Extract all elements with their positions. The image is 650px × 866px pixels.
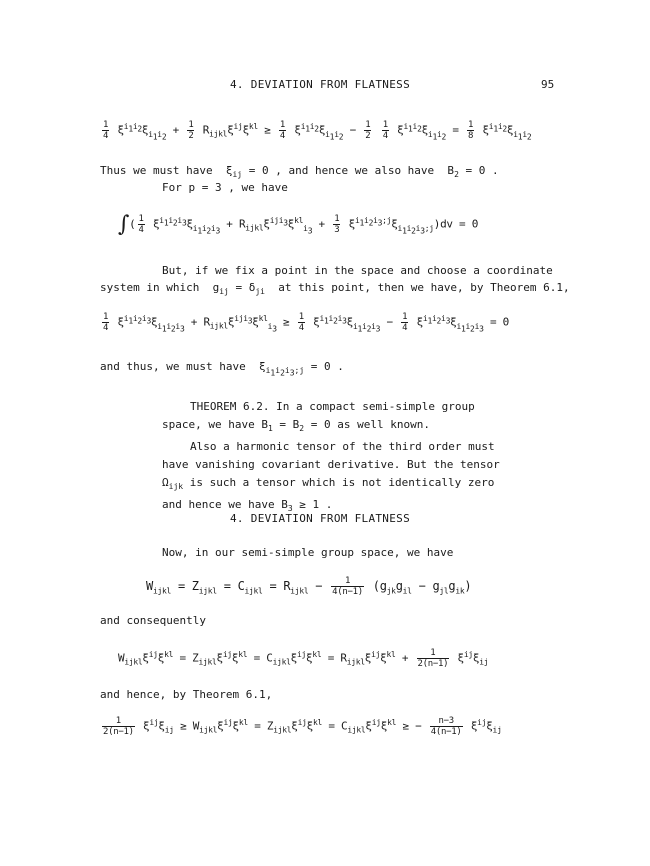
theorem-text-2: space, we have B — [162, 418, 268, 431]
theorem-text-6b: ≥ 1 . — [292, 498, 333, 512]
text-line-system: system in which $g_{ij} = \delta_{ji}$ at this point, then we have, by Theorem 6.1, — [100, 281, 570, 297]
theorem-text-5: is such a tensor which is not identically zero — [189, 476, 495, 490]
text-and-hence: , and hence we also have — [275, 164, 435, 177]
theorem-text-1: In a compact semi-simple group — [276, 400, 475, 413]
text-system: system in which — [100, 281, 200, 294]
equation-6: $\frac{1}{2(n-1)}$ $\xi^{ij}\xi_{ij} \ge W_{ijkl}\xi^{ij}\xi^{kl} = Z_{ijkl}\xi^{ij}\xi^{kl} = C_{ijkl}\xi^{ij}\xi^{kl}$ ≥ − $\frac{n-3}{4(n-1)}$ $\xi^{ij}\xi_{ij}$ — [103, 716, 502, 737]
theorem-text-6: and hence we have B — [162, 498, 288, 512]
text-line-and-thus: and thus, we must have $\xi_{i_1i_2i_3;j} = 0$ . — [100, 360, 344, 378]
equation-3: $\frac{1}{4}$ $\xi^{i_1i_2i_3}\xi_{i_1i_2i_3} + R_{ijkl}\xi^{iji_3}\xi^{kl}_{i_3}$ ≥ $\frac{1}{4}$ $\xi^{i_1i_2i_3}\xi_{i_1i_2i_3}$ − $\frac{1}{4}$ $\xi^{i_1i_2i_3}\xi_{i_1i_2i_3} = 0$ — [103, 312, 509, 334]
theorem-block: THEOREM 6.2. In a compact semi-simple group space, we have $B_1 = B_2 = 0$ as well known. Also a harmonic tensor of the third order must have vanishing covariant derivative. But the tensor $\Omega_{ijk}$ is such a tensor which is not identically zero and hence we have $B_3 \ge 1$ . — [162, 398, 502, 519]
text-at-point: at this point, then we have, by Theorem 6.1, — [278, 281, 570, 294]
equation-1: $\frac{1}{4}$ $\xi^{i_1i_2}\xi_{i_1i_2}$ + $\frac{1}{2}$ $R_{ijkl}\xi^{ij}\xi^{kl}$ ≥ $\frac{1}{4}$ $\xi^{i_1i_2}\xi_{i_1i_2}$ − $\frac{1}{2}$ $\frac{1}{4}$ $\xi^{i_1i_2}\xi_{i_1i_2}$ = $\frac{1}{8}$ $\xi^{i_1i_2}\xi_{i_1i_2}$ — [103, 120, 532, 142]
theorem-text-3: Also a harmonic tensor of the third order must — [190, 440, 495, 454]
section-heading: 4. DEVIATION FROM FLATNESS — [230, 512, 410, 525]
text-now: Now, in our semi-simple group space, we have — [162, 546, 454, 559]
text-hence-theorem: and hence, by Theorem 6.1, — [100, 688, 273, 701]
text-thus: Thus we must have — [100, 164, 213, 177]
equation-5: $W_{ijkl}\xi^{ij}\xi^{kl} = Z_{ijkl}\xi^{ij}\xi^{kl} = C_{ijkl}\xi^{ij}\xi^{kl} = R_{ijkl}\xi^{ij}\xi^{kl}$ + $\frac{1}{2(n-1)}$ $\xi^{ij}\xi_{ij}$ — [118, 648, 489, 669]
text-consequently: and consequently — [100, 614, 206, 627]
running-title: 4. DEVIATION FROM FLATNESS — [230, 78, 410, 91]
equation-4: $W_{ijkl} = Z_{ijkl} = C_{ijkl} = R_{ijkl}$ − $\frac{1}{4(n-1)}$ $(g_{jk}g_{il} - g_{jl}g_{ik})$ — [146, 576, 472, 597]
theorem-text-4: have vanishing covariant derivative. But the tensor — [162, 458, 500, 472]
text-but: But, if we fix a point in the space and choose a coordinate — [162, 264, 553, 277]
equation-2: ∫( $\frac{1}{4}$ $\xi^{i_1i_2i_3}\xi_{i_1i_2i_3} + R_{ijkl}\xi^{iji_3}\xi^{kl}_{i_3}$ + $\frac{1}{3}$ $\xi^{i_1i_2i_3;j}\xi_{i_1i_2i_3;j})dv = 0$ — [118, 212, 479, 237]
theorem-text-2b: = B — [272, 418, 300, 431]
page-number: 95 — [541, 78, 555, 91]
theorem-label: THEOREM 6.2. — [190, 400, 270, 413]
text-and-thus: and thus, we must have — [100, 360, 246, 373]
text-line-thus: Thus we must have $\xi_{ij} = 0$ , and hence we also have $B_2 = 0$ . — [100, 164, 499, 180]
theorem-text-2c: = 0 as well known. — [304, 418, 430, 431]
text-for-p: For p = 3 , we have — [162, 181, 288, 194]
